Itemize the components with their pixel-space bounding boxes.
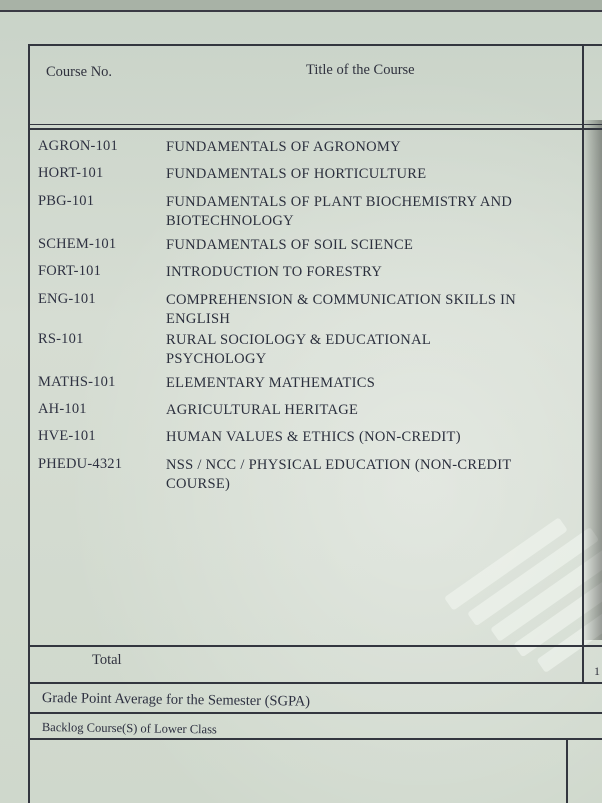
- table-border-left: [28, 44, 30, 803]
- header-divider: [28, 124, 602, 125]
- bottom-right-box-border: [566, 740, 568, 803]
- course-title: ELEMENTARY MATHEMATICS: [166, 375, 376, 391]
- total-row-bottom-border: [28, 682, 602, 684]
- course-code: MATHS-101: [38, 374, 116, 390]
- course-code: ENG-101: [38, 291, 96, 307]
- course-code: RS-101: [38, 331, 84, 347]
- course-code: PBG-101: [38, 193, 95, 209]
- course-title: HUMAN VALUES & ETHICS (NON-CREDIT): [166, 429, 461, 445]
- table-border-top: [28, 44, 602, 46]
- page-edge-shadow: [584, 120, 602, 640]
- course-title: AGRICULTURAL HERITAGE: [166, 402, 359, 418]
- course-title: FUNDAMENTALS OF HORTICULTURE: [166, 166, 427, 182]
- course-title: INTRODUCTION TO FORESTRY: [166, 264, 383, 280]
- course-code: AGRON-101: [38, 138, 118, 154]
- total-row-top-border: [28, 645, 602, 647]
- course-title: FUNDAMENTALS OF PLANT BIOCHEMISTRY AND BIOTECHNOLOGY: [166, 194, 513, 229]
- course-code: HORT-101: [38, 165, 104, 181]
- sgpa-label: Grade Point Average for the Semester (SGPA): [41, 690, 311, 710]
- course-title: FUNDAMENTALS OF AGRONOMY: [166, 139, 401, 155]
- course-code: FORT-101: [38, 263, 102, 279]
- course-title: RURAL SOCIOLOGY & EDUCATIONAL PSYCHOLOGY: [166, 332, 431, 367]
- course-code: PHEDU-4321: [38, 456, 123, 472]
- watermark-emblem: [444, 471, 602, 728]
- course-code: AH-101: [38, 401, 87, 417]
- header-divider-double: [28, 128, 602, 130]
- course-title-header: Title of the Course: [306, 62, 415, 78]
- course-code: SCHEM-101: [38, 236, 117, 252]
- table-column-divider: [582, 44, 584, 684]
- total-label: Total: [92, 652, 122, 668]
- total-value: 1: [594, 664, 600, 678]
- course-title: COMPREHENSION & COMMUNICATION SKILLS IN ENGLISH: [166, 292, 517, 327]
- course-no-header: Course No.: [46, 64, 113, 80]
- backlog-label: Backlog Course(S) of Lower Class: [41, 720, 217, 737]
- sgpa-row-bottom-border: [28, 712, 602, 714]
- backlog-row-bottom-border: [28, 738, 602, 740]
- top-header-strip: [0, 0, 602, 12]
- course-code: HVE-101: [38, 428, 96, 444]
- course-title: NSS / NCC / PHYSICAL EDUCATION (NON-CREDIT COURSE): [166, 457, 512, 492]
- course-title: FUNDAMENTALS OF SOIL SCIENCE: [166, 237, 414, 253]
